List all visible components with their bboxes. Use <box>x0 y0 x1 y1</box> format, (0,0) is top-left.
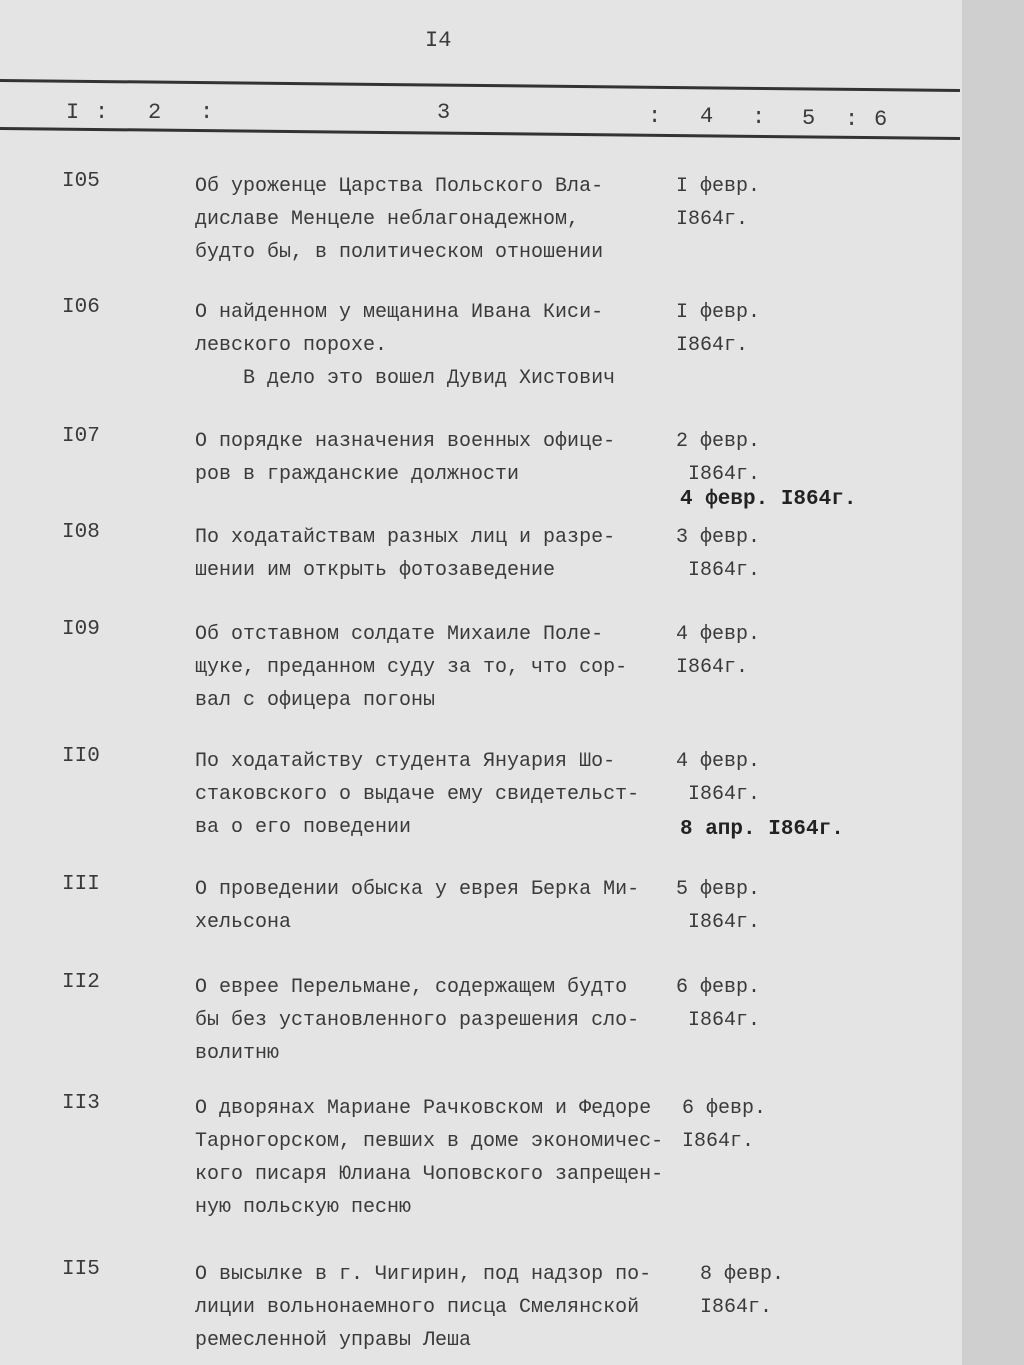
entry-date: 2 февр. I864г. <box>676 430 761 486</box>
col-3: 3 <box>437 100 451 125</box>
entry-number: I06 <box>62 296 100 319</box>
entry-number: II5 <box>62 1258 100 1281</box>
entry-date: 5 февр. I864г. <box>676 878 761 934</box>
entry-date: 3 февр. I864г. <box>676 526 761 582</box>
entry-number: II2 <box>62 971 100 994</box>
entry-number: I09 <box>62 618 100 641</box>
entry-date: I февр. I864г. <box>676 175 761 231</box>
entry-date: 6 февр. I864г. <box>682 1097 767 1153</box>
entry-date: 6 февр. I864г. <box>676 976 761 1032</box>
entry-text: Об уроженце Царства Польского Вла- диславе Менцеле неблагонадежном, будто бы, в политическом отношении <box>195 175 604 264</box>
separator: : <box>200 100 214 125</box>
handwritten-date-annotation: 8 апр. I864г. <box>680 818 844 841</box>
entry-text: О проведении обыска у еврея Берка Ми- хельсона <box>195 878 640 934</box>
col-6: 6 <box>874 107 888 132</box>
handwritten-date-annotation: 4 февр. I864г. <box>680 488 857 511</box>
entry-number: II0 <box>62 745 100 768</box>
entry-text: О порядке назначения военных офице- ров в гражданские должности <box>195 430 616 486</box>
separator: : <box>845 107 859 132</box>
entry-text: О высылке в г. Чигирин, под надзор по- лиции вольнонаемного писца Смелянской ремесленной управы Леша <box>195 1263 652 1352</box>
separator: : <box>752 105 766 130</box>
col-4: 4 <box>700 104 714 129</box>
entry-date: 4 февр. I864г. <box>676 750 761 806</box>
entry-number: I08 <box>62 521 100 544</box>
entry-number: II3 <box>62 1092 100 1115</box>
entry-number: I07 <box>62 425 100 448</box>
entry-date: 8 февр. I864г. <box>700 1263 785 1319</box>
col-1: I <box>66 100 80 125</box>
entry-number: I05 <box>62 170 100 193</box>
entry-number: III <box>62 873 100 896</box>
entry-text: О найденном у мещанина Ивана Киси- левского порохе. В дело это вошел Дувид Хистович <box>195 301 616 390</box>
entry-text: По ходатайствам разных лиц и разре- шении им открыть фотозаведение <box>195 526 616 582</box>
entry-text: Об отставном солдате Михаиле Поле- щуке, преданном суду за то, что сор- вал с офицера погоны <box>195 623 628 712</box>
col-2: 2 <box>148 100 162 125</box>
separator: : <box>648 104 662 129</box>
entry-text: О еврее Перельмане, содержащем будто бы без установленного разрешения сло- волитню <box>195 976 640 1065</box>
entry-date: I февр. I864г. <box>676 301 761 357</box>
entry-text: По ходатайству студента Януария Шо- стаковского о выдаче ему свидетельст- ва о его поведении <box>195 750 640 839</box>
page-edge <box>962 0 1024 1365</box>
entry-date: 4 февр. I864г. <box>676 623 761 679</box>
col-5: 5 <box>802 106 816 131</box>
page-number: I4 <box>425 28 452 53</box>
separator: : <box>95 100 109 125</box>
entry-text: О дворянах Мариане Рачковском и Федоре Тарногорском, певших в доме экономичес- кого писаря Юлиана Чоповского запрещен- ную польскую песню <box>195 1097 664 1219</box>
